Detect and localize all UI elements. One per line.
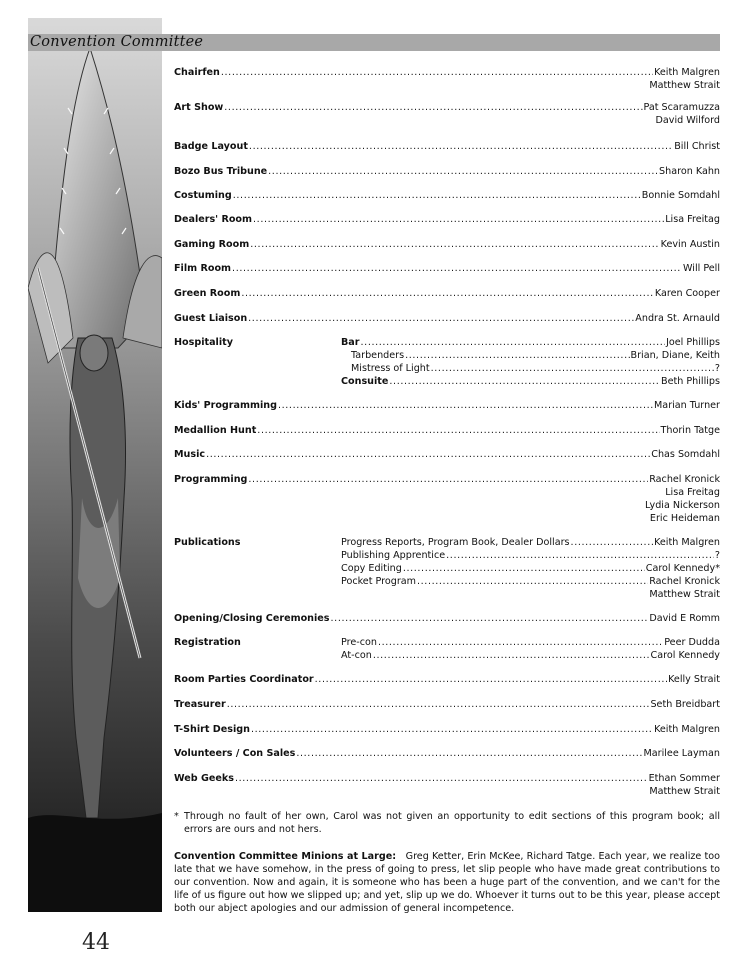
committee-entry xyxy=(174,747,720,760)
role-label: Guest Liaison xyxy=(174,313,248,324)
member-name: Joel Phillips xyxy=(666,337,720,348)
dot-leader xyxy=(378,636,663,649)
member-name: Will Pell xyxy=(683,263,720,274)
role-label: Publications xyxy=(174,537,241,548)
sub-role-label: Copy Editing xyxy=(341,563,402,574)
footnote xyxy=(174,810,720,836)
dot-leader xyxy=(232,262,682,275)
committee-entry xyxy=(174,140,720,153)
entry-row xyxy=(174,747,720,760)
entry-row xyxy=(174,473,720,486)
sub-role-row xyxy=(341,375,720,388)
dot-leader xyxy=(405,349,629,362)
member-name-extra: Matthew Strait xyxy=(649,589,720,600)
dot-leader xyxy=(373,649,650,662)
role-label: Opening/Closing Ceremonies xyxy=(174,613,330,624)
sub-roles xyxy=(341,336,720,388)
member-name: Carol Kennedy xyxy=(650,650,720,661)
dot-leader xyxy=(227,698,650,711)
dot-leader xyxy=(571,536,654,549)
dot-leader xyxy=(446,549,714,562)
committee-entry xyxy=(174,238,720,251)
sub-role-label: Publishing Apprentice xyxy=(341,550,446,561)
entry-row xyxy=(174,165,720,178)
committee-entry xyxy=(174,165,720,178)
entry-row xyxy=(174,448,720,461)
dot-leader xyxy=(235,772,648,785)
winged-figure-illustration xyxy=(28,18,162,912)
member-name: Karen Cooper xyxy=(654,288,720,299)
dot-leader xyxy=(221,66,653,79)
sub-role-label: Pocket Program xyxy=(341,576,416,587)
role-label: Dealers' Room xyxy=(174,214,253,225)
sub-role-row xyxy=(341,562,720,575)
dot-leader xyxy=(315,673,667,686)
sub-role-label: Bar xyxy=(341,337,360,348)
member-name-extra: David Wilford xyxy=(655,115,720,126)
member-name: Marian Turner xyxy=(654,400,720,411)
entry-row xyxy=(174,424,720,437)
sub-role-label: Tarbenders xyxy=(351,350,405,361)
committee-entry xyxy=(174,673,720,686)
minions-text: Greg Ketter, Erin McKee, Richard Tatge. Each year, we realize too late that we have somehow, in the press of going to press, let slip people who have made great contributions to our convention. Now and again, it is someone who has been a huge part of the convention, and we can't for the life of us figure out how we slipped up; and yet, slip up we do. Whoever it turns out to be this year, please accept both our abject apologies and our admission of general incompetence. xyxy=(174,851,720,914)
dot-leader xyxy=(389,375,660,388)
committee-entry xyxy=(174,213,720,226)
sub-role-row xyxy=(341,362,720,375)
member-name: Marilee Layman xyxy=(643,748,720,759)
dot-leader xyxy=(257,424,659,437)
committee-entry xyxy=(174,448,720,461)
entry-row xyxy=(174,772,720,785)
committee-entry xyxy=(174,473,720,525)
member-name: Sharon Kahn xyxy=(659,166,720,177)
committee-entry xyxy=(174,698,720,711)
entry-row xyxy=(174,312,720,325)
entry-row xyxy=(174,238,720,251)
dot-leader xyxy=(206,448,650,461)
member-name: ? xyxy=(714,550,720,561)
role-label: Kids' Programming xyxy=(174,400,277,411)
member-name: Bill Christ xyxy=(674,141,720,152)
committee-entry xyxy=(174,612,720,625)
member-name: Kevin Austin xyxy=(660,239,720,250)
member-name: Carol Kennedy* xyxy=(645,563,720,574)
sub-role-label: At-con xyxy=(341,650,372,661)
sub-role-row xyxy=(341,349,720,362)
member-name: Bonnie Somdahl xyxy=(641,190,720,201)
page-number: 44 xyxy=(82,930,110,955)
member-name-extra: Lydia Nickerson xyxy=(645,500,720,511)
entry-row xyxy=(174,673,720,686)
entry-row xyxy=(174,140,720,153)
role-label: Music xyxy=(174,449,206,460)
footnote-marker: * xyxy=(174,811,179,822)
dot-leader xyxy=(249,140,673,153)
dot-leader xyxy=(361,336,666,349)
entry-row xyxy=(174,287,720,300)
committee-entry xyxy=(174,287,720,300)
role-label: Bozo Bus Tribune xyxy=(174,166,268,177)
role-label: Film Room xyxy=(174,263,232,274)
role-label: Registration xyxy=(174,637,241,648)
role-label: Badge Layout xyxy=(174,141,248,152)
committee-entry xyxy=(174,66,720,92)
role-label: T-Shirt Design xyxy=(174,724,250,735)
member-name: ? xyxy=(714,363,720,374)
committee-entry xyxy=(174,772,720,798)
role-label: Art Show xyxy=(174,102,224,113)
member-name: Peer Dudda xyxy=(664,637,720,648)
role-label: Gaming Room xyxy=(174,239,250,250)
minions-paragraph xyxy=(174,850,720,915)
role-label: Room Parties Coordinator xyxy=(174,674,314,685)
member-name: Kelly Strait xyxy=(668,674,720,685)
dot-leader xyxy=(248,473,648,486)
entry-row xyxy=(174,101,720,114)
role-label: Hospitality xyxy=(174,337,233,348)
entry-row xyxy=(174,66,720,79)
role-label: Chairfen xyxy=(174,67,220,78)
member-name: Keith Malgren xyxy=(654,67,720,78)
dot-leader xyxy=(241,287,653,300)
sub-role-row xyxy=(341,549,720,562)
role-label: Treasurer xyxy=(174,699,226,710)
member-name-extra: Eric Heideman xyxy=(649,513,720,524)
illustration-strip xyxy=(28,18,162,912)
member-name: Andra St. Arnauld xyxy=(635,313,720,324)
sub-role-label: Pre-con xyxy=(341,637,377,648)
footnote-text: Through no fault of her own, Carol was not given an opportunity to edit sections of this program book; all errors are ours and not hers. xyxy=(184,811,720,835)
member-name-extra: Lisa Freitag xyxy=(665,487,720,498)
role-label: Medallion Hunt xyxy=(174,425,257,436)
member-name: Pat Scaramuzza xyxy=(643,102,720,113)
committee-entry xyxy=(174,101,720,127)
minions-title: Convention Committee Minions at Large: xyxy=(174,851,397,862)
dot-leader xyxy=(268,165,658,178)
entry-row xyxy=(174,262,720,275)
member-name: Seth Breidbart xyxy=(650,699,720,710)
entry-row xyxy=(174,399,720,412)
sub-role-label: Progress Reports, Program Book, Dealer Dollars xyxy=(341,537,570,548)
sub-role-label: Consuite xyxy=(341,376,389,387)
dot-leader xyxy=(417,575,648,588)
member-name: Lisa Freitag xyxy=(665,214,720,225)
sub-role-row xyxy=(341,649,720,662)
role-label: Volunteers / Con Sales xyxy=(174,748,296,759)
sub-role-row xyxy=(341,575,720,588)
sub-role-label: Mistress of Light xyxy=(351,363,430,374)
member-name: Keith Malgren xyxy=(654,537,720,548)
member-name: David E Romm xyxy=(649,613,720,624)
entry-row xyxy=(174,698,720,711)
dot-leader xyxy=(248,312,634,325)
dot-leader xyxy=(403,562,645,575)
sub-roles xyxy=(341,636,720,662)
dot-leader xyxy=(224,101,642,114)
entry-row xyxy=(174,213,720,226)
member-name: Keith Malgren xyxy=(654,724,720,735)
member-name-extra: Matthew Strait xyxy=(649,80,720,91)
member-name: Rachel Kronick xyxy=(649,576,720,587)
committee-entry xyxy=(174,189,720,202)
member-name: Rachel Kronick xyxy=(649,474,720,485)
member-name-extra: Matthew Strait xyxy=(649,786,720,797)
sub-role-row xyxy=(341,636,720,649)
entry-row xyxy=(174,189,720,202)
dot-leader xyxy=(251,723,653,736)
member-name: Ethan Sommer xyxy=(648,773,720,784)
dot-leader xyxy=(431,362,714,375)
entry-row xyxy=(174,723,720,736)
dot-leader xyxy=(331,612,649,625)
committee-entry xyxy=(174,312,720,325)
committee-entry xyxy=(174,424,720,437)
committee-entry xyxy=(174,723,720,736)
sub-roles xyxy=(341,536,720,601)
entry-row xyxy=(174,612,720,625)
page-title: Convention Committee xyxy=(30,34,204,50)
sub-role-row xyxy=(341,536,720,549)
member-name: Thorin Tatge xyxy=(660,425,720,436)
role-label: Costuming xyxy=(174,190,232,201)
role-label: Programming xyxy=(174,474,248,485)
member-name: Chas Somdahl xyxy=(651,449,720,460)
dot-leader xyxy=(278,399,653,412)
dot-leader xyxy=(233,189,641,202)
member-name: Beth Phillips xyxy=(661,376,720,387)
committee-entry xyxy=(174,262,720,275)
role-label: Web Geeks xyxy=(174,773,234,784)
dot-leader xyxy=(296,747,642,760)
sub-role-row xyxy=(341,336,720,349)
dot-leader xyxy=(250,238,659,251)
role-label: Green Room xyxy=(174,288,241,299)
member-name: Brian, Diane, Keith xyxy=(630,350,720,361)
dot-leader xyxy=(253,213,664,226)
committee-entry xyxy=(174,399,720,412)
